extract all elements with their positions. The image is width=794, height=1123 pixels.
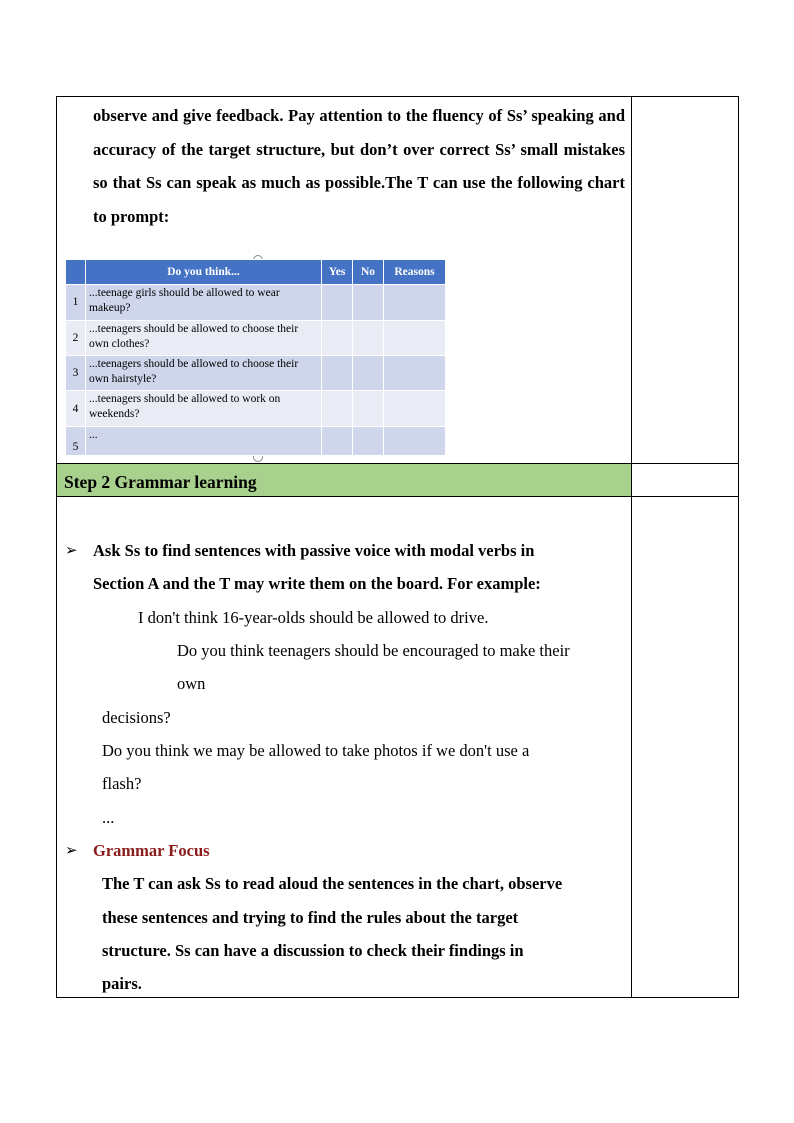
lesson-plan-table <box>56 96 739 998</box>
header-no: No <box>353 260 384 285</box>
reasons-cell <box>384 426 446 455</box>
row-question: ...teenagers should be allowed to choose their own hairstyle? <box>86 355 322 390</box>
row-number: 1 <box>66 285 86 320</box>
focus-line3: structure. Ss can have a discussion to check their findings in <box>102 941 524 960</box>
header-num <box>66 260 86 285</box>
header-reasons: Reasons <box>384 260 446 285</box>
reasons-cell <box>384 285 446 320</box>
example-sentence-1: I don't think 16-year-olds should be allowed to drive. <box>138 608 489 627</box>
intro-paragraph: observe and give feedback. Pay attention to the fluency of Ss’ speaking and accuracy of the target structure, but don’t over correct Ss’ small mistakes so that Ss can speak as much as possible.The T can use the following chart to prompt: <box>93 106 625 226</box>
table-row <box>66 426 446 455</box>
no-cell <box>353 320 384 355</box>
focus-line2: these sentences and trying to find the rules about the target <box>102 908 519 927</box>
bullet1-line2: Section A and the T may write them on the board. For example: <box>93 574 541 593</box>
bullet1-line1: Ask Ss to find sentences with passive voice with modal verbs in <box>93 541 535 560</box>
table-row <box>66 285 446 320</box>
no-cell <box>353 426 384 455</box>
notes-cell-2 <box>632 497 739 998</box>
no-cell <box>353 285 384 320</box>
focus-line1: The T can ask Ss to read aloud the sentences in the chart, observe <box>102 874 563 893</box>
yes-cell <box>322 320 353 355</box>
ellipsis: ... <box>102 808 115 827</box>
bullet-arrow-icon: ➢ <box>65 543 78 559</box>
table-row <box>66 355 446 390</box>
prompt-chart <box>65 259 446 456</box>
yes-cell <box>322 391 353 426</box>
reasons-cell <box>384 355 446 390</box>
notes-cell <box>632 97 739 464</box>
row-question: ...teenagers should be allowed to work on weekends? <box>86 391 322 426</box>
step-side-cell <box>632 464 739 497</box>
grammar-focus-title: Grammar Focus <box>93 841 210 860</box>
step-title: Step 2 Grammar learning <box>64 472 257 492</box>
example-sentence-2-line2: own <box>177 674 206 693</box>
no-cell <box>353 355 384 390</box>
activity-cell <box>57 97 632 464</box>
example-sentence-3-line2: flash? <box>102 774 142 793</box>
yes-cell <box>322 355 353 390</box>
row-question: ... <box>86 426 322 455</box>
row-question: ...teenagers should be allowed to choose their own clothes? <box>86 320 322 355</box>
header-yes: Yes <box>322 260 353 285</box>
no-cell <box>353 391 384 426</box>
bullet-arrow-icon: ➢ <box>65 843 78 859</box>
example-sentence-3-line1: Do you think we may be allowed to take photos if we don't use a <box>102 741 530 760</box>
yes-cell <box>322 285 353 320</box>
row-number: 4 <box>66 391 86 426</box>
row-number: 5 <box>66 426 86 455</box>
header-question: Do you think... <box>86 260 322 285</box>
row-question: ...teenage girls should be allowed to wear makeup? <box>86 285 322 320</box>
table-row <box>66 320 446 355</box>
table-row <box>66 391 446 426</box>
example-sentence-2-line1: Do you think teenagers should be encouraged to make their <box>177 641 570 660</box>
example-sentence-2-line3: decisions? <box>102 708 171 727</box>
row-number: 2 <box>66 320 86 355</box>
step-header <box>57 464 632 497</box>
grammar-cell <box>57 497 632 998</box>
yes-cell <box>322 426 353 455</box>
reasons-cell <box>384 391 446 426</box>
row-number: 3 <box>66 355 86 390</box>
reasons-cell <box>384 320 446 355</box>
focus-line4: pairs. <box>102 974 142 993</box>
chart-header-row <box>66 260 446 285</box>
